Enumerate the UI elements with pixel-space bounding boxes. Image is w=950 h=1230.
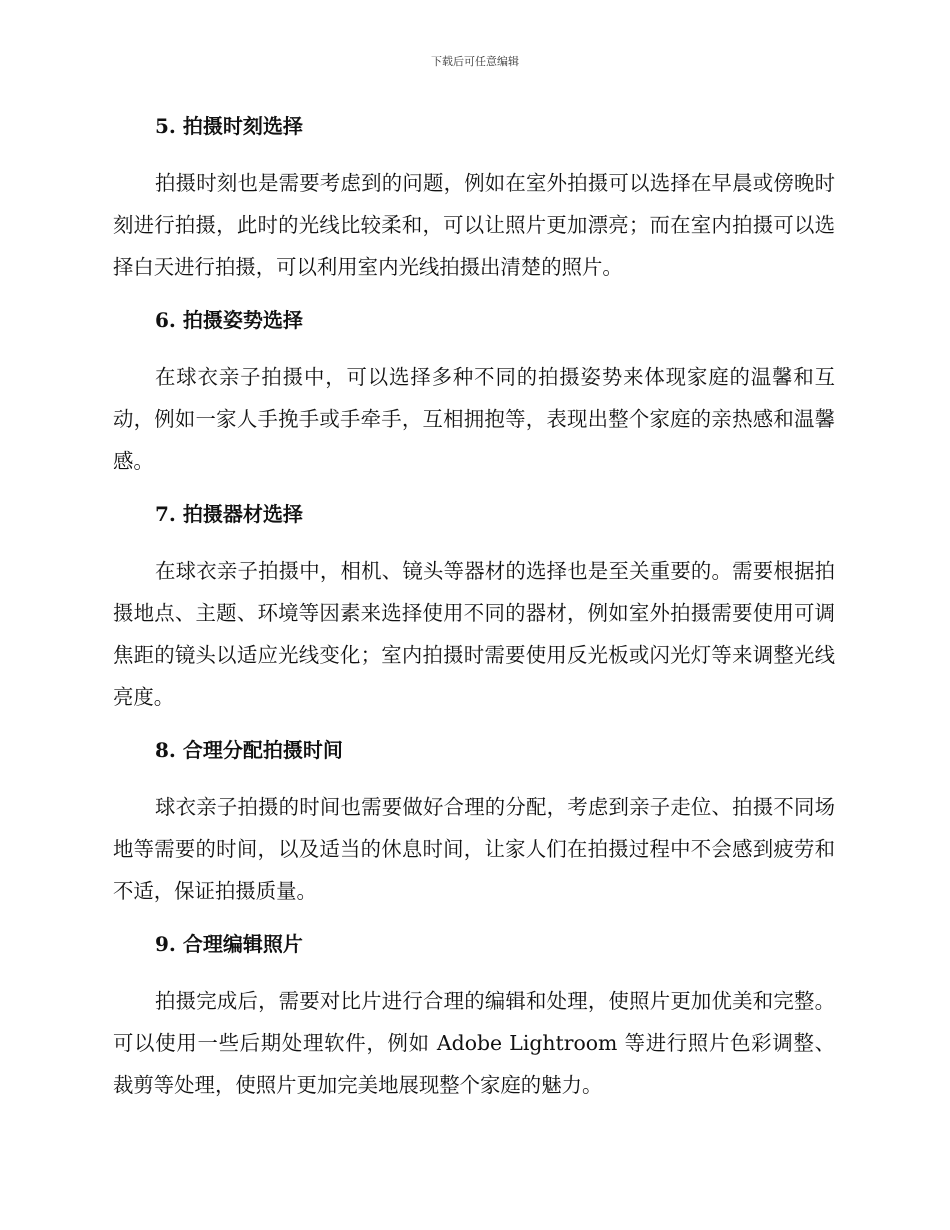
section-paragraph: 在球衣亲子拍摄中，相机、镜头等器材的选择也是至关重要的。需要根据拍摄地点、主题、环境等因素来选择使用不同的器材，例如室外拍摄需要使用可调焦距的镜头以适应光线变化；室内拍摄时需要使用反光板或闪光灯等来调整光线亮度。 xyxy=(113,559,835,709)
page-header: 下载后可任意编辑 xyxy=(431,55,519,68)
section-8 xyxy=(113,732,835,912)
section-paragraph: 在球衣亲子拍摄中，可以选择多种不同的拍摄姿势来体现家庭的温馨和互动，例如一家人手挽手或手牵手，互相拥抱等，表现出整个家庭的亲热感和温馨感。 xyxy=(113,365,835,473)
section-paragraph: 拍摄时刻也是需要考虑到的问题，例如在室外拍摄可以选择在早晨或傍晚时刻进行拍摄，此时的光线比较柔和，可以让照片更加漂亮；而在室内拍摄可以选择白天进行拍摄，可以利用室内光线拍摄出清楚的照片。 xyxy=(113,171,835,279)
document-body xyxy=(113,108,835,1120)
section-9 xyxy=(113,926,835,1106)
section-7 xyxy=(113,496,835,718)
section-paragraph: 球衣亲子拍摄的时间也需要做好合理的分配，考虑到亲子走位、拍摄不同场地等需要的时间，以及适当的休息时间，让家人们在拍摄过程中不会感到疲劳和不适，保证拍摄质量。 xyxy=(113,795,835,903)
section-heading: 6. 拍摄姿势选择 xyxy=(155,308,303,332)
section-heading: 9. 合理编辑照片 xyxy=(155,932,303,956)
section-6 xyxy=(113,302,835,482)
section-paragraph: 拍摄完成后，需要对比片进行合理的编辑和处理，使照片更加优美和完整。可以使用一些后期处理软件，例如 Adobe Lightroom 等进行照片色彩调整、裁剪等处理，使照片更加完美地展现整个家庭的魅力。 xyxy=(113,989,835,1097)
section-heading: 5. 拍摄时刻选择 xyxy=(155,114,303,138)
section-5 xyxy=(113,108,835,288)
section-heading: 7. 拍摄器材选择 xyxy=(155,502,303,526)
section-heading: 8. 合理分配拍摄时间 xyxy=(155,738,343,762)
